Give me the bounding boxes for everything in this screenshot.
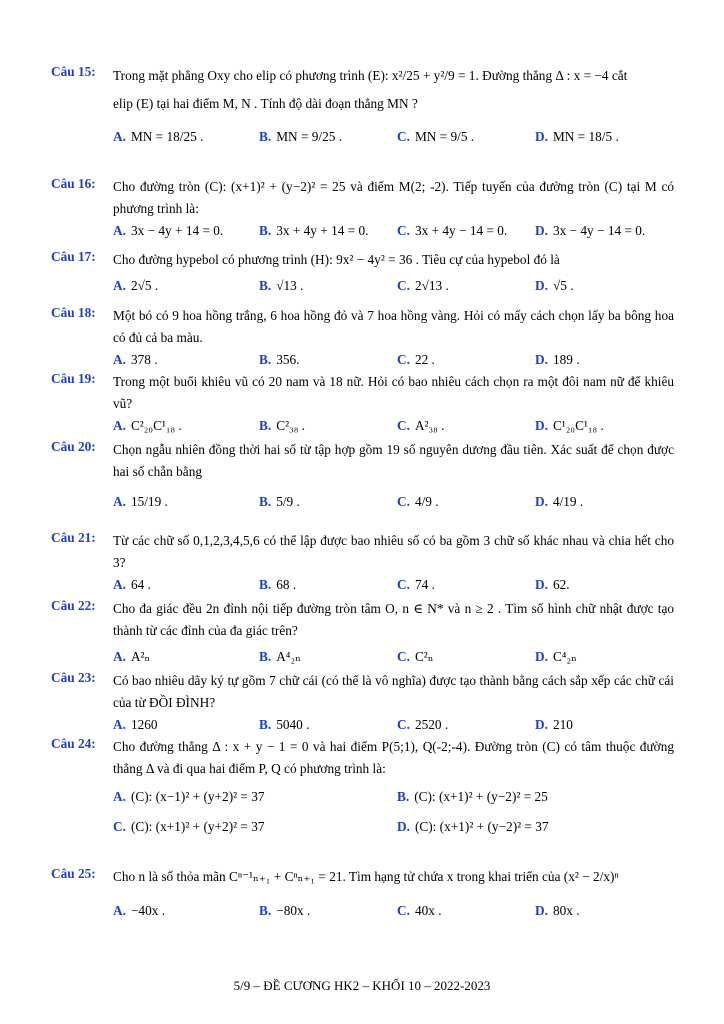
question-text: Cho đa giác đều 2n đỉnh nội tiếp đường tròn tâm O, n ∈ N* và n ≥ 2 . Tìm số hình chữ nhật được tạo thành từ các đỉnh của đa giác trên? [113,601,674,638]
option-c: C. 4/9 . [397,494,439,509]
question-24 [51,736,674,846]
option-a: A. 2√5 . [113,278,159,293]
options [113,126,674,158]
option-a: A. MN = 18/25 . [113,129,204,144]
question-label: Câu 19: [51,371,96,386]
question-label: Câu 20: [51,439,96,454]
question-23 [51,670,674,738]
option-c: C. A²₃₈ . [397,418,445,433]
option-a: A. (C): (x−1)² + (y+2)² = 37 [113,789,265,804]
option-a: A. 15/19 . [113,494,168,509]
question-21 [51,530,674,598]
option-a: A. A²ₙ [113,649,151,664]
option-c: C. 2520 . [397,717,449,732]
options [113,786,674,816]
option-c: C. 74 . [397,577,435,592]
option-d: D. (C): (x+1)² + (y−2)² = 37 [397,819,549,834]
question-label: Câu 21: [51,530,96,545]
options [113,900,674,924]
question-label: Câu 16: [51,176,96,191]
question-text: Trong một buổi khiêu vũ có 20 nam và 18 nữ. Hỏi có bao nhiêu cách chọn ra một đôi nam nữ để khiêu vũ? [113,374,674,411]
option-c: C. (C): (x+1)² + (y+2)² = 37 [113,819,265,834]
question-17 [51,249,674,299]
option-c: C. C²ₙ [397,649,434,664]
option-c: C. 40x . [397,903,442,918]
option-d: D. C⁴₂ₙ [535,649,577,664]
question-label: Câu 15: [51,64,96,79]
question-22 [51,598,674,670]
question-text: Chọn ngẫu nhiên đồng thời hai số từ tập hợp gồm 19 số nguyên dương đầu tiên. Xác suất để chọn được hai số chẵn bằng [113,442,674,479]
option-c: C. 22 . [397,352,435,367]
options [113,275,674,299]
question-text: Có bao nhiêu dãy ký tự gồm 7 chữ cái (có thể là vô nghĩa) được tạo thành bằng cách sắp xếp các chữ cái của từ ĐỒI ĐÌNH? [113,673,674,710]
option-b: B. 5040 . [259,717,310,732]
option-a: A. 1260 [113,717,158,732]
option-d: D. 62. [535,577,570,592]
option-b: B. C²₃₈ . [259,418,305,433]
options [113,491,674,521]
question-label: Câu 24: [51,736,96,751]
question-18 [51,305,674,373]
question-label: Câu 18: [51,305,96,320]
question-15 [51,64,674,158]
options [113,349,674,373]
question-text: Trong mặt phẳng Oxy cho elip có phương trình (E): x²/25 + y²/9 = 1. Đường thẳng Δ : x = −4 cắt elip (E) tại hai điểm M, N . Tính độ dài đoạn thẳng MN ? [113,68,628,111]
option-b: B. 356. [259,352,300,367]
question-text: Một bó có 9 hoa hồng trắng, 6 hoa hồng đỏ và 7 hoa hồng vàng. Hỏi có mấy cách chọn lấy ba bông hoa có đủ cả ba màu. [113,308,674,345]
options [113,714,674,738]
question-label: Câu 23: [51,670,96,685]
option-c: C. 2√13 . [397,278,449,293]
question-20 [51,439,674,521]
options [113,415,674,439]
option-d: D. 3x − 4y − 14 = 0. [535,223,646,238]
question-label: Câu 22: [51,598,96,613]
question-25 [51,860,674,924]
option-a: A. −40x . [113,903,166,918]
option-a: A. 378 . [113,352,158,367]
page-footer: 5/9 – ĐỀ CƯƠNG HK2 – KHỐI 10 – 2022-2023 [233,978,491,993]
option-d: D. √5 . [535,278,574,293]
option-d: D. 210 [535,717,573,732]
option-d: D. MN = 18/5 . [535,129,619,144]
question-label: Câu 25: [51,866,96,881]
option-c: C. MN = 9/5 . [397,129,475,144]
question-text: Cho đường hypebol có phương trình (H): 9x² − 4y² = 36 . Tiêu cự của hypebol đó là [113,252,560,267]
option-b: B. A⁴₂ₙ [259,649,301,664]
question-text: Từ các chữ số 0,1,2,3,4,5,6 có thể lập được bao nhiêu số có ba gồm 3 chữ số khác nhau và chia hết cho 3? [113,533,674,570]
question-text: Cho đường tròn (C): (x+1)² + (y−2)² = 25 và điểm M(2; -2). Tiếp tuyến của đường tròn (C) tại M có phương trình là: [113,179,674,216]
option-a: A. 64 . [113,577,151,592]
options [113,220,674,244]
option-b: B. (C): (x+1)² + (y−2)² = 25 [397,789,548,804]
option-b: B. 68 . [259,577,297,592]
question-16 [51,176,674,244]
question-19 [51,371,674,439]
options [113,816,674,846]
question-text: Cho đường thẳng Δ : x + y − 1 = 0 và hai điểm P(5;1), Q(-2;-4). Đường tròn (C) có tâm thuộc đường thẳng Δ và đi qua hai điểm P, Q có phương trình là: [113,739,674,776]
option-c: C. 3x + 4y − 14 = 0. [397,223,508,238]
option-a: A. 3x − 4y + 14 = 0. [113,223,224,238]
option-b: B. 5/9 . [259,494,300,509]
question-text: Cho n là số thỏa mãn Cⁿ⁻¹ₙ₊₁ + Cⁿₙ₊₁ = 21. Tìm hạng tử chứa x trong khai triển của (x² − 2/x)ⁿ [113,869,619,884]
option-b: B. MN = 9/25 . [259,129,343,144]
question-label: Câu 17: [51,249,96,264]
option-b: B. 3x + 4y + 14 = 0. [259,223,369,238]
option-b: B. √13 . [259,278,304,293]
option-b: B. −80x . [259,903,311,918]
option-a: A. C²₂₀C¹₁₈ . [113,418,182,433]
option-d: D. 80x . [535,903,580,918]
option-d: D. C¹₂₀C¹₁₈ . [535,418,604,433]
options [113,646,674,670]
option-d: D. 189 . [535,352,580,367]
options [113,574,674,598]
option-d: D. 4/19 . [535,494,584,509]
